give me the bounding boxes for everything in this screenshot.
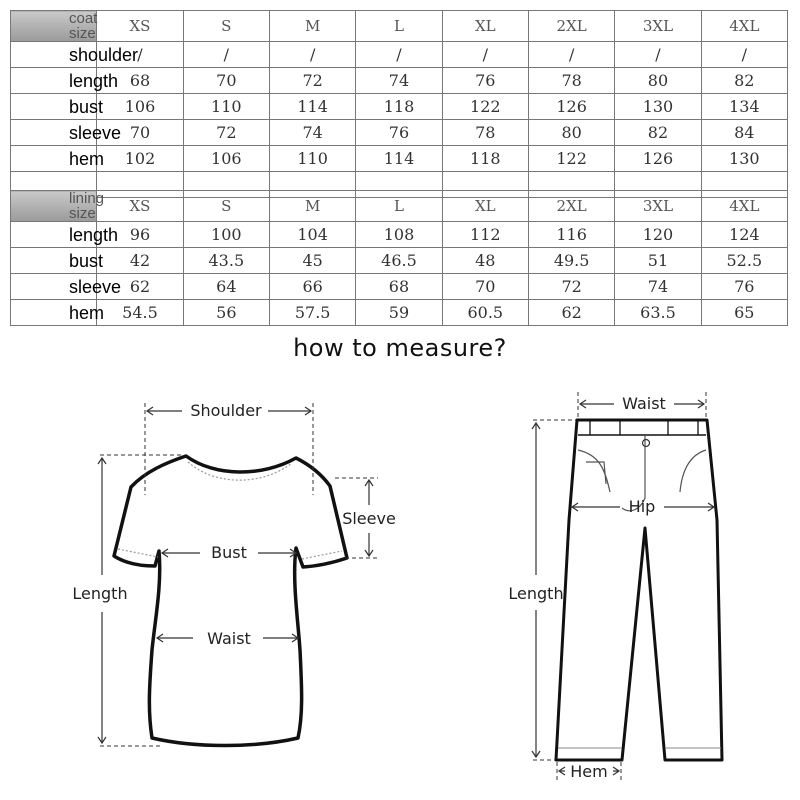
table-cell: 63.5 [615, 300, 701, 326]
size-4xl: 4XL [701, 11, 787, 42]
table-cell: 114 [356, 146, 442, 172]
table-cell: 65 [701, 300, 787, 326]
table-cell: / [269, 42, 355, 68]
table-cell: 82 [701, 68, 787, 94]
table-cell: 42 [97, 248, 183, 274]
pants-waist-label: Waist [622, 394, 666, 413]
size-3xl: 3XL [615, 191, 701, 222]
coat-size-label: coat size [11, 11, 97, 42]
table-cell: 68 [356, 274, 442, 300]
table-cell: 76 [356, 120, 442, 146]
table-cell: 76 [442, 68, 528, 94]
size-l: L [356, 11, 442, 42]
pants-length-label: Length [508, 584, 564, 603]
table-cell: 80 [528, 120, 614, 146]
table-cell: / [615, 42, 701, 68]
table-cell: 57.5 [269, 300, 355, 326]
size-xs: XS [97, 11, 183, 42]
row-label: length [11, 68, 97, 94]
table-cell: / [97, 42, 183, 68]
table-cell: 114 [269, 94, 355, 120]
table-cell: 78 [442, 120, 528, 146]
lining-size-label: lining size [11, 191, 97, 222]
size-m: M [269, 191, 355, 222]
table-cell: 110 [269, 146, 355, 172]
bust-label: Bust [211, 543, 247, 562]
table-cell: 62 [97, 274, 183, 300]
sleeve-label: Sleeve [342, 509, 396, 528]
table-cell: / [528, 42, 614, 68]
shoulder-label: Shoulder [190, 401, 262, 420]
page-title: how to measure? [293, 334, 507, 362]
table-cell: 124 [701, 222, 787, 248]
table-cell: 66 [269, 274, 355, 300]
size-xl: XL [442, 11, 528, 42]
table-cell: 46.5 [356, 248, 442, 274]
table-cell: 126 [528, 94, 614, 120]
table-cell: 70 [442, 274, 528, 300]
table-cell: 122 [528, 146, 614, 172]
row-label: length [11, 222, 97, 248]
size-2xl: 2XL [528, 191, 614, 222]
table-cell: 96 [97, 222, 183, 248]
table-cell: / [701, 42, 787, 68]
table-cell: 72 [528, 274, 614, 300]
table-cell: 116 [528, 222, 614, 248]
tshirt-diagram [72, 401, 395, 746]
table-cell: 62 [528, 300, 614, 326]
size-xl: XL [442, 191, 528, 222]
table-cell: / [356, 42, 442, 68]
row-label: bust [11, 94, 97, 120]
table-cell: 76 [701, 274, 787, 300]
table-cell: 106 [97, 94, 183, 120]
size-l: L [356, 191, 442, 222]
table-cell: 52.5 [701, 248, 787, 274]
table-cell: 74 [615, 274, 701, 300]
table-cell: 108 [356, 222, 442, 248]
size-xs: XS [97, 191, 183, 222]
row-label: sleeve [11, 120, 97, 146]
row-label: shoulder [11, 42, 97, 68]
table-cell: 100 [183, 222, 269, 248]
table-cell: 48 [442, 248, 528, 274]
table-cell: 74 [269, 120, 355, 146]
table-cell: 74 [356, 68, 442, 94]
table-cell: 78 [528, 68, 614, 94]
table-cell: 45 [269, 248, 355, 274]
table-cell: 134 [701, 94, 787, 120]
table-cell: 51 [615, 248, 701, 274]
table-cell: 130 [615, 94, 701, 120]
row-label: hem [11, 146, 97, 172]
table-cell: 72 [183, 120, 269, 146]
table-cell: 118 [356, 94, 442, 120]
table-cell: / [183, 42, 269, 68]
table-cell: 110 [183, 94, 269, 120]
table-cell: 54.5 [97, 300, 183, 326]
hem-label: Hem [570, 762, 608, 781]
table-cell: 59 [356, 300, 442, 326]
length-label: Length [72, 584, 128, 603]
table-cell: 130 [701, 146, 787, 172]
table-cell: 68 [97, 68, 183, 94]
tshirt-outline [114, 456, 347, 746]
table-cell: 120 [615, 222, 701, 248]
table-cell: 126 [615, 146, 701, 172]
table-cell: 56 [183, 300, 269, 326]
size-s: S [183, 11, 269, 42]
row-label: bust [11, 248, 97, 274]
size-m: M [269, 11, 355, 42]
table-cell: 60.5 [442, 300, 528, 326]
table-cell: 84 [701, 120, 787, 146]
table-cell: 43.5 [183, 248, 269, 274]
size-4xl: 4XL [701, 191, 787, 222]
table-cell: 72 [269, 68, 355, 94]
table-cell: 118 [442, 146, 528, 172]
waist-label: Waist [207, 629, 251, 648]
table-cell: 104 [269, 222, 355, 248]
pants-diagram [508, 392, 722, 781]
table-cell: 112 [442, 222, 528, 248]
table-cell: 49.5 [528, 248, 614, 274]
table-cell: 70 [97, 120, 183, 146]
table-cell: 106 [183, 146, 269, 172]
size-s: S [183, 191, 269, 222]
hip-label: Hip [628, 497, 656, 516]
row-label: hem [11, 300, 97, 326]
table-cell: 64 [183, 274, 269, 300]
pants-outline [556, 420, 722, 760]
table-cell: 82 [615, 120, 701, 146]
table-cell: 122 [442, 94, 528, 120]
size-3xl: 3XL [615, 11, 701, 42]
table-cell: 70 [183, 68, 269, 94]
row-label: sleeve [11, 274, 97, 300]
size-2xl: 2XL [528, 11, 614, 42]
table-cell: 80 [615, 68, 701, 94]
table-cell: 102 [97, 146, 183, 172]
table-cell: / [442, 42, 528, 68]
